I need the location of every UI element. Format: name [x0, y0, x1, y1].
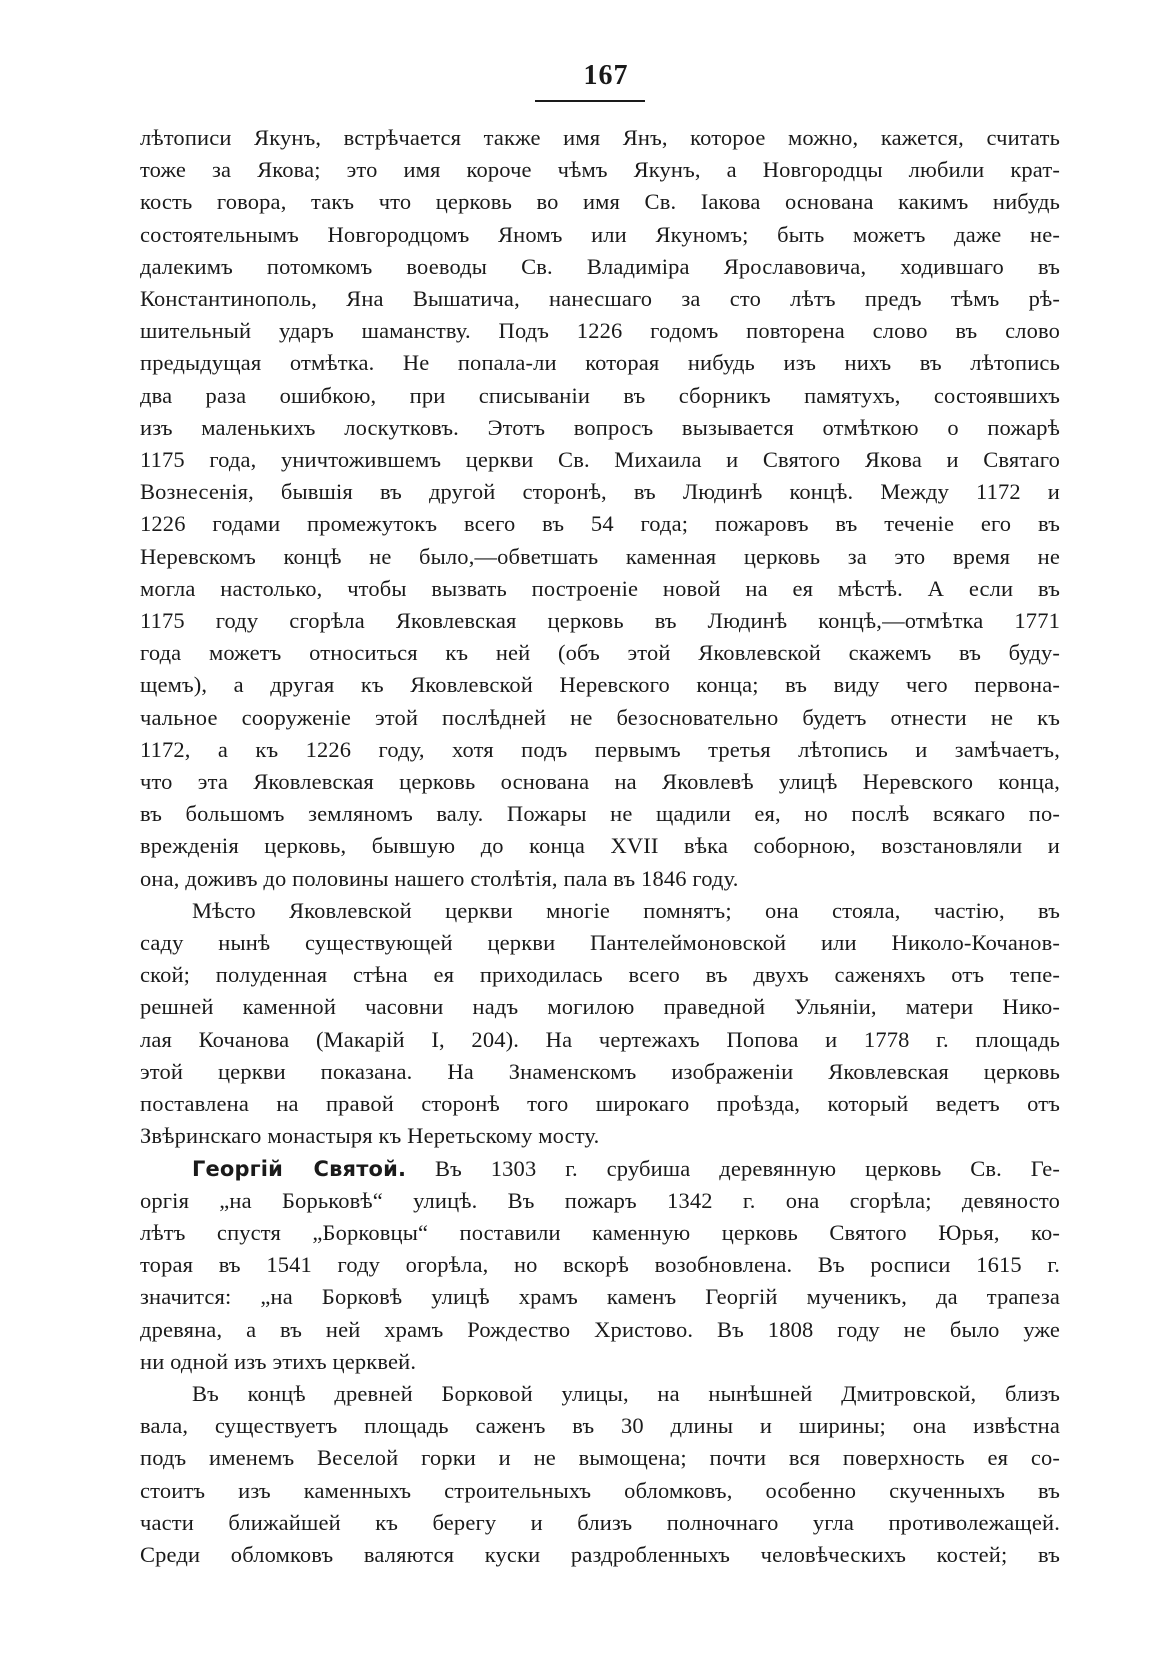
text-line: чальное сооруженіе этой послѣдней не безосновательно будетъ отнести не къ: [140, 704, 1060, 730]
text-line: 1175 году сгорѣла Яковлевская церковь въ Людинѣ концѣ,—отмѣтка 1771: [140, 608, 1060, 634]
text-line: 1172, а къ 1226 году, хотя подъ первымъ третья лѣтопись и замѣчаетъ,: [140, 736, 1060, 762]
paragraph-4: [140, 1378, 1060, 1571]
text-line: что эта Яковлевская церковь основана на Яковлевѣ улицѣ Неревского конца,: [140, 769, 1060, 795]
text-line: лѣтописи Якунъ, встрѣчается также имя Янъ, которое можно, кажется, считать: [140, 125, 1060, 150]
text-line: въ большомъ земляномъ валу. Пожары не щадили ея, но послѣ всякаго по-: [140, 801, 1060, 827]
text-line: года можетъ относиться къ ней (объ этой Яковлевской скажемъ въ буду-: [140, 640, 1060, 666]
text-line: шительный ударъ шаманству. Подъ 1226 годомъ повторена слово въ слово: [140, 318, 1060, 344]
text-line: ни одной изъ этихъ церквей.: [140, 1348, 417, 1374]
text-line: два раза ошибкою, при списываніи въ сборникъ памятухъ, состоявшихъ: [140, 382, 1060, 408]
text-line: решней каменной часовни надъ могилою праведной Ульяніи, матери Нико-: [140, 994, 1060, 1020]
text-line: Въ концѣ древней Борковой улицы, на нынѣшней Дмитровской, близъ: [192, 1380, 1060, 1406]
page-number-rule: [535, 100, 645, 102]
text-line: кость говора, такъ что церковь во имя Св. Іакова основана какимъ нибудь: [140, 189, 1060, 215]
text-line: части ближайшей къ берегу и близъ полночнаго угла противолежащей.: [140, 1509, 1060, 1535]
text-line: Неревскомъ концѣ не было,—обветшать каменная церковь за это время не: [140, 543, 1060, 569]
text-line: далекимъ потомкомъ воеводы Св. Владиміра Ярославовича, ходившаго въ: [140, 253, 1060, 279]
text-line: состоятельнымъ Новгородцомъ Яномъ или Якуномъ; быть можетъ даже не-: [140, 221, 1060, 247]
text-line: значится: „на Борковѣ улицѣ храмъ каменъ Георгій мученикъ, да трапеза: [140, 1284, 1060, 1310]
paragraph-1: [140, 122, 1060, 895]
text-line: стоитъ изъ каменныхъ строительныхъ обломковъ, особенно скученныхъ въ: [140, 1477, 1060, 1503]
body-text: [140, 122, 1060, 1571]
text-line: она, доживъ до половины нашего столѣтія, пала въ 1846 году.: [140, 865, 739, 891]
text-line: древяна, а въ ней храмъ Рождество Христово. Въ 1808 году не было уже: [140, 1316, 1060, 1342]
text-line: могла настолько, чтобы вызвать построеніе новой на ея мѣстѣ. А если въ: [140, 575, 1060, 601]
text-line: 1175 года, уничтожившемъ церкви Св. Михаила и Святого Якова и Святаго: [140, 447, 1060, 473]
text-line: подъ именемъ Веселой горки и не вымощена; почти вся поверхность ея со-: [140, 1445, 1060, 1471]
paragraph-3: [140, 1153, 1060, 1378]
text-line: торая въ 1541 году огорѣла, но вскорѣ возобновлена. Въ росписи 1615 г.: [140, 1252, 1060, 1278]
text-line: Среди обломковъ валяются куски раздробленныхъ человѣческихъ костей; въ: [140, 1541, 1060, 1567]
text-line: 1226 годами промежутокъ всего въ 54 года; пожаровъ въ теченіе его въ: [140, 511, 1060, 537]
text-line: вала, существуетъ площадь саженъ въ 30 длины и ширины; она извѣстна: [140, 1413, 1060, 1439]
text-line: Вознесенія, бывшія въ другой сторонѣ, въ Людинѣ концѣ. Между 1172 и: [140, 479, 1060, 505]
text-line: щемъ), а другая къ Яковлевской Неревского конца; въ виду чего первона-: [140, 672, 1060, 698]
text-line: [140, 1153, 1060, 1185]
section-heading: Георгій Святой.: [192, 1156, 407, 1181]
text-line-rest: Въ 1303 г. срубиша деревянную церковь Св. Ге-: [406, 1155, 1060, 1181]
text-line: лѣтъ спустя „Борковцы“ поставили каменную церковь Святого Юрья, ко-: [140, 1219, 1060, 1245]
text-line: ской; полуденная стѣна ея приходилась всего въ двухъ саженяхъ отъ тепе-: [140, 962, 1060, 988]
text-line: Константинополь, Яна Вышатича, нанесшаго за сто лѣтъ предъ тѣмъ рѣ-: [140, 286, 1060, 312]
paragraph-2: [140, 895, 1060, 1153]
text-line: изъ маленькихъ лоскутковъ. Этотъ вопросъ вызывается отмѣткою о пожарѣ: [140, 414, 1060, 440]
text-line: лая Кочанова (Макарій I, 204). На чертежахъ Попова и 1778 г. площадь: [140, 1026, 1060, 1052]
text-line: Звѣринскаго монастыря къ Неретьскому мосту.: [140, 1123, 600, 1149]
page-number: 167: [583, 60, 629, 91]
text-line: этой церкви показана. На Знаменскомъ изображеніи Яковлевская церковь: [140, 1058, 1060, 1084]
text-line: Мѣсто Яковлевской церкви многіе помнятъ; она стояла, частію, въ: [192, 897, 1060, 923]
text-line: саду нынѣ существующей церкви Пантелеймоновской или Николо-Кочанов-: [140, 930, 1060, 956]
text-line: предыдущая отмѣтка. Не попала-ли которая нибудь изъ нихъ въ лѣтопись: [140, 350, 1060, 376]
text-line: оргія „на Борьковѣ“ улицѣ. Въ пожаръ 1342 г. она сгорѣла; девяносто: [140, 1187, 1060, 1213]
text-line: врежденія церковь, бывшую до конца XVII вѣка соборною, возстановляли и: [140, 833, 1060, 859]
text-line: тоже за Якова; это имя короче чѣмъ Якунъ, а Новгородцы любили крат-: [140, 157, 1060, 183]
text-line: поставлена на правой сторонѣ того широкаго проѣзда, который ведетъ отъ: [140, 1091, 1060, 1117]
